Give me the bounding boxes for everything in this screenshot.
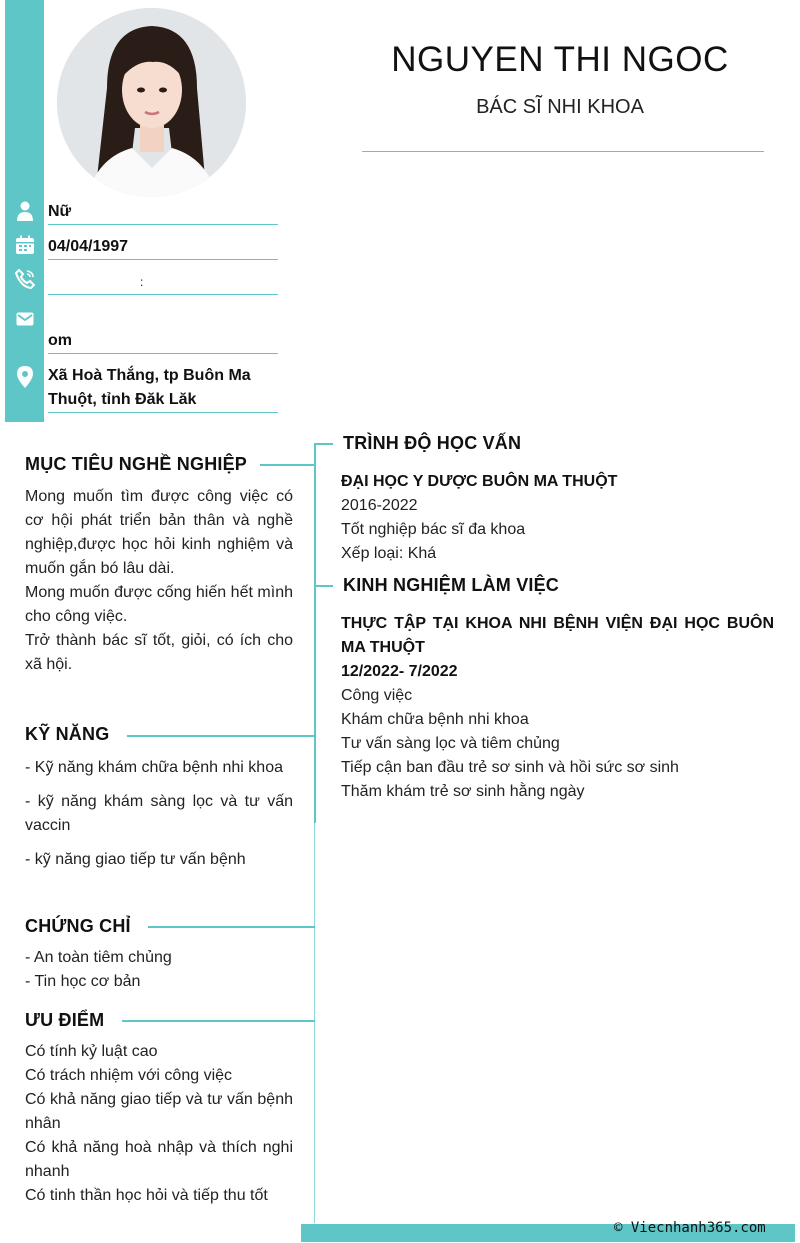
school-name: ĐẠI HỌC Y DƯỢC BUÔN MA THUỘT [341, 473, 618, 490]
experience-block [341, 612, 774, 804]
objective-paragraph: Trở thành bác sĩ tốt, giỏi, có ích cho xã hội. [25, 632, 293, 673]
certificates-heading: CHỨNG CHỈ [25, 916, 131, 936]
title-divider [362, 151, 764, 152]
info-divider [48, 412, 278, 413]
education-heading: TRÌNH ĐỘ HỌC VẤN [343, 433, 522, 453]
phone-value: : [140, 275, 144, 289]
list-item: - An toàn tiêm chủng [25, 949, 172, 966]
timeline-line [314, 823, 315, 1223]
list-item: Tư vấn sàng lọc và tiêm chủng [341, 735, 560, 752]
education-degree: Tốt nghiệp bác sĩ đa khoa [341, 521, 526, 538]
job-label: Công việc [341, 687, 413, 704]
connector-line [314, 585, 333, 587]
list-item: Có khả năng giao tiếp và tư vấn bệnh nhân [25, 1091, 293, 1132]
list-item: Có tinh thần học hỏi và tiếp thu tốt [25, 1187, 268, 1204]
list-item: - kỹ năng giao tiếp tư vấn bệnh [25, 851, 246, 868]
objective-heading: MỤC TIÊU NGHỀ NGHIỆP [25, 454, 248, 474]
objective-paragraph: Mong muốn tìm được công việc có cơ hội phát triển bản thân và nghề nghiệp,được học hỏi kinh nghiệm và muốn gắn bó lâu dài. [25, 488, 293, 577]
certificates-list [25, 946, 293, 994]
list-item: - Tin học cơ bản [25, 973, 141, 990]
job-period: 12/2022- 7/2022 [341, 663, 458, 680]
birthday-value: 04/04/1997 [48, 238, 129, 255]
education-block [341, 470, 774, 566]
list-item: Thăm khám trẻ sơ sinh hằng ngày [341, 783, 585, 800]
heading-line [148, 926, 315, 928]
avatar [57, 8, 246, 197]
education-years: 2016-2022 [341, 497, 418, 514]
timeline-line [314, 443, 316, 823]
heading-line [260, 464, 315, 466]
list-item: Tiếp cận ban đầu trẻ sơ sinh và hồi sức sơ sinh [341, 759, 679, 776]
list-item: Khám chữa bệnh nhi khoa [341, 711, 529, 728]
experience-heading: KINH NGHIỆM LÀM VIỆC [343, 575, 560, 595]
info-divider [48, 353, 278, 354]
education-rank: Xếp loại: Khá [341, 545, 437, 562]
objective-paragraph: Mong muốn được cống hiến hết mình cho công việc. [25, 584, 293, 625]
strengths-heading: ƯU ĐIỂM [25, 1010, 105, 1030]
phone-icon [12, 266, 38, 292]
watermark: © Viecnhanh365.com [614, 1220, 766, 1236]
heading-line [127, 735, 315, 737]
info-divider [48, 224, 278, 225]
list-item: - Kỹ năng khám chữa bệnh nhi khoa [25, 759, 283, 776]
list-item: Có khả năng hoà nhập và thích nghi nhanh [25, 1139, 293, 1180]
email-value: om [48, 332, 72, 349]
gender-value: Nữ [48, 203, 72, 220]
heading-line [122, 1020, 315, 1022]
objective-text [25, 485, 293, 677]
mail-icon [12, 306, 38, 332]
location-icon [12, 364, 38, 390]
info-divider [48, 294, 278, 295]
job-position: THỰC TẬP TẠI KHOA NHI BỆNH VIỆN ĐẠI HỌC BUÔN MA THUỘT [341, 615, 774, 656]
page-title: NGUYEN THI NGOC [391, 40, 729, 79]
list-item: Có tính kỷ luật cao [25, 1043, 158, 1060]
info-divider [48, 259, 278, 260]
skills-list [25, 756, 293, 872]
strengths-list [25, 1040, 293, 1208]
calendar-icon [12, 232, 38, 258]
skills-heading: KỸ NĂNG [25, 724, 110, 744]
user-icon [12, 198, 38, 224]
job-title: BÁC SĨ NHI KHOA [476, 96, 644, 118]
connector-line [314, 443, 333, 445]
list-item: Có trách nhiệm với công việc [25, 1067, 233, 1084]
address-value: Xã Hoà Thắng, tp Buôn Ma Thuột, tỉnh Đăk Lăk [48, 367, 251, 408]
list-item: - kỹ năng khám sàng lọc và tư vấn vaccin [25, 793, 293, 834]
